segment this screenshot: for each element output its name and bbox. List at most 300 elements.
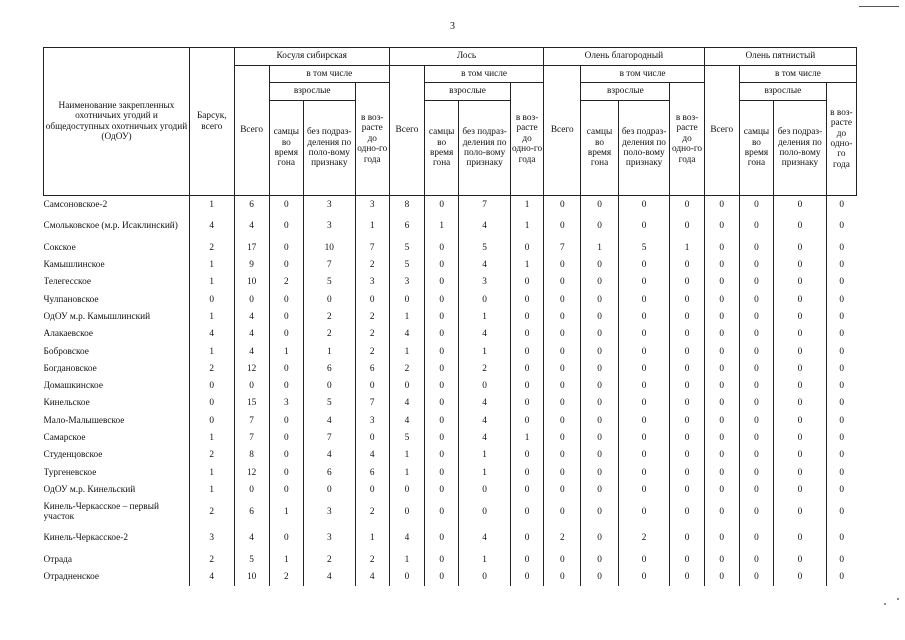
hunting-ground-name: ОдОУ м.р. Кинельский xyxy=(43,484,136,495)
cell-value: 7 xyxy=(459,196,511,213)
cell-value: 1 xyxy=(190,274,235,291)
cell-value: 0 xyxy=(544,213,581,240)
cell-value: 0 xyxy=(190,412,235,429)
cell-value: 0 xyxy=(826,430,856,447)
cell-value: 0 xyxy=(511,378,544,395)
cell-value: 17 xyxy=(234,239,269,256)
cell-value: 0 xyxy=(618,552,670,569)
cell-value: 0 xyxy=(774,378,827,395)
cell-value: 0 xyxy=(269,291,303,308)
cell-value: 0 xyxy=(670,430,704,447)
header-hunting-ground-name: Наименование закрепленных охотничьих угодий и общедоступных охотничьих угодий (ОдОУ) xyxy=(44,48,190,196)
cell-value: 0 xyxy=(670,499,704,526)
table-row xyxy=(44,308,857,325)
cell-value: 0 xyxy=(581,525,618,552)
cell-value: 0 xyxy=(425,569,459,586)
cell-value: 0 xyxy=(269,360,303,377)
cell-value: 4 xyxy=(459,395,511,412)
cell-value: 0 xyxy=(670,412,704,429)
cell-value: 0 xyxy=(511,552,544,569)
cell-value: 4 xyxy=(190,213,235,240)
cell-value: 1 xyxy=(190,464,235,481)
cell-value: 0 xyxy=(544,378,581,395)
header-no-sex-division: без подраз-деления по поло-вому признаку xyxy=(618,101,670,196)
table-row xyxy=(44,360,857,377)
header-males-rut: самцы во время гона xyxy=(269,101,303,196)
cell-value: 0 xyxy=(544,569,581,586)
table-row xyxy=(44,326,857,343)
cell-value: 0 xyxy=(618,326,670,343)
cell-value: 0 xyxy=(581,464,618,481)
cell-value: 7 xyxy=(303,257,355,274)
cell-value: 0 xyxy=(459,499,511,526)
cell-value: 0 xyxy=(425,274,459,291)
hunting-ground-name: Кинельское xyxy=(43,398,90,409)
cell-value: 4 xyxy=(234,326,269,343)
cell-value: 0 xyxy=(826,343,856,360)
header-row-groups xyxy=(44,48,857,66)
cell-value: 0 xyxy=(774,447,827,464)
cell-value: 0 xyxy=(581,569,618,586)
cell-value: 0 xyxy=(774,308,827,325)
cell-value: 0 xyxy=(826,378,856,395)
table-row xyxy=(44,525,857,552)
cell-value: 2 xyxy=(618,525,670,552)
cell-value: 3 xyxy=(355,274,389,291)
cell-value: 4 xyxy=(355,447,389,464)
cell-value: 3 xyxy=(190,525,235,552)
table-row xyxy=(44,412,857,429)
cell-value: 0 xyxy=(581,499,618,526)
cell-value: 0 xyxy=(544,291,581,308)
cell-value: 0 xyxy=(739,326,773,343)
cell-value: 0 xyxy=(303,481,355,498)
cell-value: 4 xyxy=(190,569,235,586)
header-males-rut: самцы во время гона xyxy=(739,101,773,196)
cell-value: 0 xyxy=(190,395,235,412)
cell-value: 0 xyxy=(269,378,303,395)
cell-value: 2 xyxy=(389,360,424,377)
cell-value: 6 xyxy=(303,464,355,481)
cell-value: 1 xyxy=(511,196,544,213)
cell-value: 0 xyxy=(739,412,773,429)
header-no-sex-division: без подраз-деления по поло-вому признаку xyxy=(459,101,511,196)
cell-value: 0 xyxy=(774,213,827,240)
cell-value: 3 xyxy=(459,274,511,291)
cell-value: 0 xyxy=(581,360,618,377)
cell-value: 0 xyxy=(774,412,827,429)
cell-value: 0 xyxy=(269,447,303,464)
cell-value: 2 xyxy=(303,308,355,325)
cell-value: 4 xyxy=(234,308,269,325)
cell-value: 5 xyxy=(459,239,511,256)
cell-value: 0 xyxy=(618,430,670,447)
hunting-ground-name: Самарское xyxy=(43,433,86,443)
cell-value: 0 xyxy=(618,464,670,481)
cell-value: 0 xyxy=(826,360,856,377)
cell-value: 2 xyxy=(355,326,389,343)
cell-value: 0 xyxy=(618,499,670,526)
table-row xyxy=(44,274,857,291)
header-species-group: Лось xyxy=(389,48,543,66)
table-body xyxy=(44,196,857,587)
cell-value: 0 xyxy=(618,213,670,240)
cell-value: 1 xyxy=(190,481,235,498)
cell-value: 2 xyxy=(459,360,511,377)
cell-value: 3 xyxy=(303,525,355,552)
header-adults: взрослые xyxy=(269,83,355,101)
cell-value: 0 xyxy=(511,326,544,343)
cell-value: 0 xyxy=(581,412,618,429)
cell-value: 0 xyxy=(581,481,618,498)
cell-value: 0 xyxy=(269,257,303,274)
cell-value: 4 xyxy=(234,343,269,360)
cell-value: 4 xyxy=(355,569,389,586)
cell-value: 0 xyxy=(704,464,739,481)
cell-value: 0 xyxy=(190,378,235,395)
cell-value: 0 xyxy=(581,308,618,325)
cell-value: 0 xyxy=(425,525,459,552)
cell-value: 0 xyxy=(581,343,618,360)
cell-value: 0 xyxy=(581,274,618,291)
cell-value: 1 xyxy=(459,464,511,481)
cell-value: 0 xyxy=(704,291,739,308)
cell-value: 0 xyxy=(581,552,618,569)
cell-value: 0 xyxy=(355,291,389,308)
cell-value: 0 xyxy=(826,213,856,240)
cell-value: 0 xyxy=(581,447,618,464)
cell-value: 0 xyxy=(425,343,459,360)
cell-value: 0 xyxy=(704,308,739,325)
cell-value: 5 xyxy=(303,395,355,412)
header-species-group: Олень пятнистый xyxy=(704,48,856,66)
header-species-group: Олень благородный xyxy=(544,48,705,66)
cell-value: 5 xyxy=(389,257,424,274)
cell-value: 0 xyxy=(618,196,670,213)
cell-value: 2 xyxy=(269,274,303,291)
statistics-table xyxy=(43,47,857,586)
cell-value: 7 xyxy=(544,239,581,256)
cell-value: 10 xyxy=(234,569,269,586)
cell-value: 0 xyxy=(511,525,544,552)
cell-value: 0 xyxy=(511,569,544,586)
table-row xyxy=(44,196,857,213)
header-including: в том числе xyxy=(739,66,856,83)
header-species-total: Всего xyxy=(704,66,739,196)
cell-value: 0 xyxy=(511,360,544,377)
table-row xyxy=(44,569,857,586)
cell-value: 0 xyxy=(826,274,856,291)
cell-value: 2 xyxy=(355,257,389,274)
cell-value: 7 xyxy=(303,430,355,447)
cell-value: 0 xyxy=(618,378,670,395)
cell-value: 0 xyxy=(425,196,459,213)
cell-value: 4 xyxy=(389,326,424,343)
cell-value: 0 xyxy=(544,395,581,412)
cell-value: 0 xyxy=(739,343,773,360)
cell-value: 0 xyxy=(425,239,459,256)
cell-value: 0 xyxy=(739,499,773,526)
cell-value: 0 xyxy=(544,447,581,464)
cell-value: 0 xyxy=(389,481,424,498)
cell-value: 0 xyxy=(826,499,856,526)
cell-value: 4 xyxy=(303,447,355,464)
cell-value: 1 xyxy=(190,343,235,360)
cell-value: 5 xyxy=(389,430,424,447)
cell-value: 12 xyxy=(234,360,269,377)
cell-value: 0 xyxy=(739,291,773,308)
cell-value: 7 xyxy=(355,239,389,256)
cell-value: 4 xyxy=(459,430,511,447)
hunting-ground-name: ОдОУ м.р. Камышлинский xyxy=(43,311,151,322)
cell-value: 0 xyxy=(739,239,773,256)
cell-value: 0 xyxy=(739,481,773,498)
cell-value: 0 xyxy=(544,464,581,481)
hunting-ground-name: Самсоновское-2 xyxy=(43,200,108,211)
hunting-ground-name: Отрадненское xyxy=(43,572,100,583)
cell-value: 8 xyxy=(389,196,424,213)
cell-value: 0 xyxy=(739,525,773,552)
cell-value: 0 xyxy=(234,481,269,498)
cell-value: 0 xyxy=(511,481,544,498)
cell-value: 1 xyxy=(190,430,235,447)
header-under-one-year: в воз-расте до одно-го года xyxy=(355,83,389,196)
table-header xyxy=(44,48,857,196)
cell-value: 0 xyxy=(739,447,773,464)
header-under-one-year: в воз-расте до одно-го года xyxy=(511,83,544,196)
cell-value: 0 xyxy=(670,395,704,412)
table-row xyxy=(44,291,857,308)
cell-value: 0 xyxy=(269,481,303,498)
cell-value: 0 xyxy=(774,360,827,377)
cell-value: 1 xyxy=(459,447,511,464)
cell-value: 0 xyxy=(739,257,773,274)
cell-value: 1 xyxy=(269,499,303,526)
cell-value: 0 xyxy=(739,395,773,412)
cell-value: 0 xyxy=(826,525,856,552)
cell-value: 0 xyxy=(618,257,670,274)
cell-value: 2 xyxy=(190,239,235,256)
cell-value: 0 xyxy=(704,395,739,412)
cell-value: 0 xyxy=(581,430,618,447)
cell-value: 0 xyxy=(826,412,856,429)
cell-value: 0 xyxy=(190,291,235,308)
hunting-ground-name: Кинель-Черкасское-2 xyxy=(43,533,129,544)
cell-value: 4 xyxy=(303,412,355,429)
cell-value: 0 xyxy=(739,552,773,569)
cell-value: 0 xyxy=(544,308,581,325)
cell-value: 0 xyxy=(581,257,618,274)
cell-value: 0 xyxy=(618,274,670,291)
cell-value: 0 xyxy=(389,499,424,526)
cell-value: 0 xyxy=(774,395,827,412)
cell-value: 0 xyxy=(303,378,355,395)
cell-value: 0 xyxy=(389,378,424,395)
cell-value: 0 xyxy=(425,378,459,395)
cell-value: 0 xyxy=(618,569,670,586)
hunting-ground-name: Богдановское xyxy=(43,363,97,374)
scan-speck xyxy=(897,598,899,600)
header-badger-total: Барсук, всего xyxy=(190,48,235,196)
cell-value: 0 xyxy=(581,291,618,308)
cell-value: 2 xyxy=(190,360,235,377)
cell-value: 0 xyxy=(425,499,459,526)
cell-value: 0 xyxy=(670,360,704,377)
cell-value: 0 xyxy=(544,430,581,447)
cell-value: 0 xyxy=(459,378,511,395)
cell-value: 4 xyxy=(459,213,511,240)
cell-value: 1 xyxy=(511,257,544,274)
cell-value: 5 xyxy=(303,274,355,291)
cell-value: 0 xyxy=(581,196,618,213)
cell-value: 1 xyxy=(303,343,355,360)
cell-value: 0 xyxy=(511,464,544,481)
cell-value: 3 xyxy=(303,196,355,213)
cell-value: 0 xyxy=(269,196,303,213)
hunting-ground-name: Тургеневское xyxy=(43,467,97,478)
hunting-ground-name: Смольковское (м.р. Исаклинский) xyxy=(43,220,178,231)
cell-value: 0 xyxy=(544,499,581,526)
cell-value: 0 xyxy=(826,239,856,256)
cell-value: 4 xyxy=(389,395,424,412)
cell-value: 4 xyxy=(459,257,511,274)
cell-value: 10 xyxy=(234,274,269,291)
cell-value: 0 xyxy=(425,257,459,274)
cell-value: 0 xyxy=(234,291,269,308)
cell-value: 0 xyxy=(670,525,704,552)
table-row xyxy=(44,343,857,360)
cell-value: 1 xyxy=(511,430,544,447)
cell-value: 0 xyxy=(544,412,581,429)
cell-value: 0 xyxy=(355,481,389,498)
cell-value: 0 xyxy=(618,291,670,308)
cell-value: 2 xyxy=(269,569,303,586)
table-row xyxy=(44,257,857,274)
cell-value: 0 xyxy=(739,308,773,325)
cell-value: 8 xyxy=(234,447,269,464)
table-row xyxy=(44,447,857,464)
cell-value: 0 xyxy=(704,447,739,464)
table-row xyxy=(44,378,857,395)
cell-value: 0 xyxy=(826,552,856,569)
cell-value: 0 xyxy=(511,239,544,256)
cell-value: 1 xyxy=(581,239,618,256)
cell-value: 0 xyxy=(618,481,670,498)
header-no-sex-division: без подраз-деления по поло-вому признаку xyxy=(774,101,827,196)
cell-value: 0 xyxy=(704,239,739,256)
cell-value: 0 xyxy=(459,481,511,498)
cell-value: 1 xyxy=(190,308,235,325)
cell-value: 3 xyxy=(355,412,389,429)
cell-value: 5 xyxy=(618,239,670,256)
cell-value: 0 xyxy=(459,569,511,586)
cell-value: 1 xyxy=(459,343,511,360)
cell-value: 4 xyxy=(303,569,355,586)
cell-value: 0 xyxy=(670,274,704,291)
cell-value: 0 xyxy=(355,430,389,447)
cell-value: 0 xyxy=(826,569,856,586)
cell-value: 0 xyxy=(704,274,739,291)
cell-value: 0 xyxy=(269,308,303,325)
cell-value: 0 xyxy=(511,343,544,360)
cell-value: 4 xyxy=(459,326,511,343)
cell-value: 0 xyxy=(544,326,581,343)
hunting-ground-name: Отрада xyxy=(43,555,73,566)
cell-value: 6 xyxy=(355,464,389,481)
cell-value: 0 xyxy=(544,552,581,569)
cell-value: 2 xyxy=(355,552,389,569)
hunting-ground-name: Бобровское xyxy=(43,346,89,357)
header-under-one-year: в воз-расте до одно-го года xyxy=(670,83,704,196)
header-including: в том числе xyxy=(581,66,704,83)
scan-mark xyxy=(859,6,899,7)
cell-value: 10 xyxy=(303,239,355,256)
cell-value: 0 xyxy=(670,481,704,498)
cell-value: 0 xyxy=(544,196,581,213)
cell-value: 6 xyxy=(355,360,389,377)
cell-value: 0 xyxy=(303,291,355,308)
cell-value: 0 xyxy=(774,464,827,481)
cell-value: 0 xyxy=(826,291,856,308)
cell-value: 0 xyxy=(774,196,827,213)
cell-value: 0 xyxy=(774,430,827,447)
header-species-total: Всего xyxy=(544,66,581,196)
cell-value: 0 xyxy=(425,395,459,412)
cell-value: 2 xyxy=(303,552,355,569)
cell-value: 15 xyxy=(234,395,269,412)
cell-value: 0 xyxy=(826,308,856,325)
cell-value: 0 xyxy=(670,196,704,213)
cell-value: 0 xyxy=(704,481,739,498)
cell-value: 0 xyxy=(389,291,424,308)
cell-value: 0 xyxy=(269,239,303,256)
cell-value: 0 xyxy=(670,308,704,325)
hunting-ground-name: Сокское xyxy=(43,242,76,253)
cell-value: 4 xyxy=(234,525,269,552)
cell-value: 3 xyxy=(389,274,424,291)
cell-value: 0 xyxy=(618,308,670,325)
header-adults: взрослые xyxy=(739,83,826,101)
cell-value: 0 xyxy=(774,274,827,291)
cell-value: 0 xyxy=(269,430,303,447)
cell-value: 4 xyxy=(459,525,511,552)
cell-value: 0 xyxy=(670,291,704,308)
hunting-ground-name: Домашкинское xyxy=(43,381,103,392)
cell-value: 4 xyxy=(190,326,235,343)
table-row xyxy=(44,213,857,240)
header-including: в том числе xyxy=(425,66,544,83)
cell-value: 0 xyxy=(511,274,544,291)
header-no-sex-division: без подраз-деления по поло-вому признаку xyxy=(303,101,355,196)
cell-value: 0 xyxy=(269,464,303,481)
cell-value: 6 xyxy=(234,499,269,526)
cell-value: 0 xyxy=(544,274,581,291)
cell-value: 0 xyxy=(826,464,856,481)
header-including: в том числе xyxy=(269,66,389,83)
table-row xyxy=(44,499,857,526)
cell-value: 7 xyxy=(355,395,389,412)
cell-value: 0 xyxy=(826,257,856,274)
cell-value: 4 xyxy=(459,412,511,429)
cell-value: 0 xyxy=(425,308,459,325)
header-adults: взрослые xyxy=(425,83,511,101)
hunting-ground-name: Телегесское xyxy=(43,277,91,288)
hunting-ground-name: Мало-Малышевское xyxy=(43,415,125,426)
cell-value: 3 xyxy=(269,395,303,412)
cell-value: 0 xyxy=(739,213,773,240)
cell-value: 1 xyxy=(269,343,303,360)
cell-value: 0 xyxy=(618,412,670,429)
